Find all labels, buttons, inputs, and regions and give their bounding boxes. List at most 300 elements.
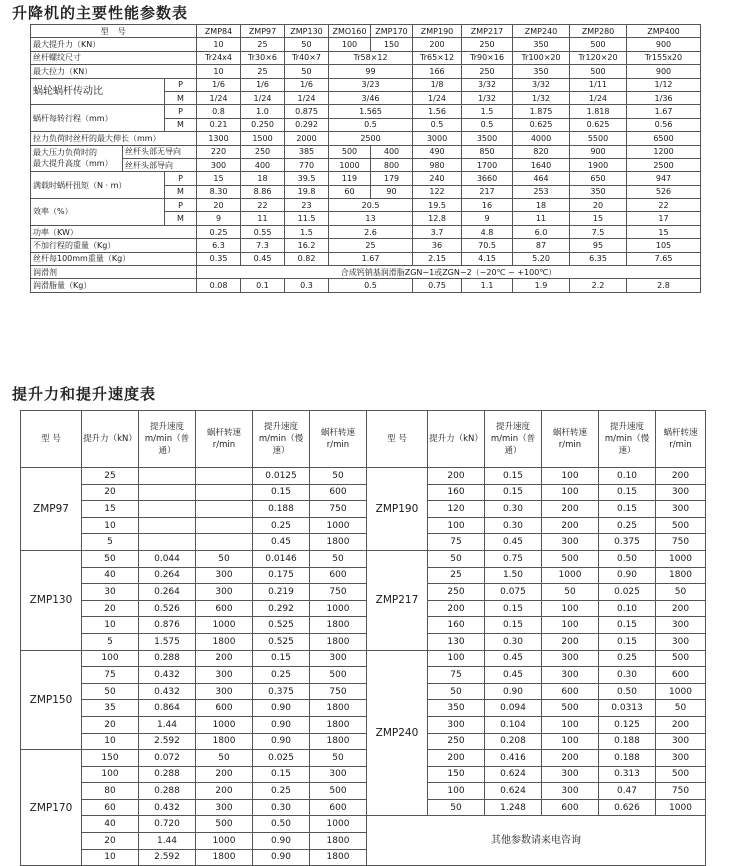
column-header: 提升速度 m/min（慢速） bbox=[599, 411, 656, 468]
row-label: 最大提升力（KN） bbox=[31, 38, 197, 51]
table-cell: 20 bbox=[82, 716, 139, 733]
table-cell: 200 bbox=[196, 766, 253, 783]
table-cell: 50 bbox=[196, 550, 253, 567]
table-cell: 1.818 bbox=[570, 105, 627, 118]
table-cell: 6.0 bbox=[513, 225, 570, 238]
row-sub-label: M bbox=[165, 118, 197, 131]
table1-title: 升降机的主要性能参数表 bbox=[12, 4, 189, 22]
table-cell: 1000 bbox=[310, 517, 367, 534]
table-cell: 0.45 bbox=[485, 534, 542, 551]
table-cell: 0.219 bbox=[253, 584, 310, 601]
table-cell: 20.5 bbox=[329, 199, 413, 212]
table-cell: 7.65 bbox=[627, 252, 701, 265]
model-header: ZMP97 bbox=[241, 25, 285, 38]
table-cell: 39.5 bbox=[285, 172, 329, 185]
table-cell: 200 bbox=[656, 468, 706, 485]
table-cell: 750 bbox=[310, 683, 367, 700]
table-cell: 19.8 bbox=[285, 185, 329, 198]
table-cell: 40 bbox=[82, 567, 139, 584]
table-cell: 90 bbox=[371, 185, 413, 198]
table-cell: 0.624 bbox=[485, 766, 542, 783]
table-cell: 100 bbox=[428, 783, 485, 800]
table-cell: 50 bbox=[428, 683, 485, 700]
column-header: 蜗杆转速 r/min bbox=[310, 411, 367, 468]
table-row bbox=[31, 172, 701, 185]
table-cell: 1/24 bbox=[570, 91, 627, 104]
table-cell: 0.288 bbox=[139, 650, 196, 667]
table-cell: 490 bbox=[413, 145, 462, 158]
model-header: ZMP190 bbox=[413, 25, 462, 38]
table-cell: 5.20 bbox=[513, 252, 570, 265]
table-header: 型 号 bbox=[31, 25, 197, 38]
table-cell: 1800 bbox=[310, 534, 367, 551]
table-row bbox=[31, 199, 701, 212]
header-row bbox=[31, 25, 701, 38]
table-cell: 750 bbox=[656, 534, 706, 551]
table-cell: 75 bbox=[428, 667, 485, 684]
table-cell: Tr90×16 bbox=[462, 51, 513, 64]
table-cell: 0.45 bbox=[253, 534, 310, 551]
model-header: ZMP130 bbox=[285, 25, 329, 38]
table-cell: 3/32 bbox=[462, 78, 513, 91]
table-cell: 0.313 bbox=[599, 766, 656, 783]
table-cell: 500 bbox=[570, 65, 627, 78]
table-cell: 15 bbox=[197, 172, 241, 185]
table-row bbox=[31, 225, 701, 238]
table-row bbox=[21, 667, 706, 684]
table-cell: 150 bbox=[428, 766, 485, 783]
table-cell: 200 bbox=[542, 501, 599, 518]
table-cell: 0.075 bbox=[485, 584, 542, 601]
table-cell: 50 bbox=[310, 750, 367, 767]
table-cell: 10 bbox=[82, 517, 139, 534]
row-sub-label: M bbox=[165, 91, 197, 104]
model-header: ZMP84 bbox=[197, 25, 241, 38]
table-cell: 1300 bbox=[197, 132, 241, 145]
table-row bbox=[21, 584, 706, 601]
table-cell: 50 bbox=[656, 584, 706, 601]
row-label: 最大拉力（KN） bbox=[31, 65, 197, 78]
table-cell: 200 bbox=[428, 600, 485, 617]
table-cell: 0.25 bbox=[253, 517, 310, 534]
table-cell: 18 bbox=[241, 172, 285, 185]
table-cell: 0.75 bbox=[485, 550, 542, 567]
table-cell: 119 bbox=[329, 172, 371, 185]
table-cell: 1000 bbox=[656, 550, 706, 567]
table-cell: 0.876 bbox=[139, 617, 196, 634]
row-label-line: 最大提升高度（mm） bbox=[33, 159, 113, 169]
table-cell: 1000 bbox=[196, 716, 253, 733]
table-cell: 0.025 bbox=[253, 750, 310, 767]
table-cell: 100 bbox=[542, 716, 599, 733]
table-cell: 0.30 bbox=[599, 667, 656, 684]
table-cell: 500 bbox=[570, 38, 627, 51]
table-cell: 0.30 bbox=[253, 799, 310, 816]
table-cell bbox=[196, 468, 253, 485]
table-cell: 0.90 bbox=[253, 716, 310, 733]
table-cell: Tr65×12 bbox=[413, 51, 462, 64]
row-sub-label: P bbox=[165, 78, 197, 91]
table-cell: 100 bbox=[542, 600, 599, 617]
row-sub-label: P bbox=[165, 105, 197, 118]
row-label: 丝杆螺纹尺寸 bbox=[31, 51, 197, 64]
table-cell: 217 bbox=[462, 185, 513, 198]
model-header: ZMP280 bbox=[570, 25, 627, 38]
table-cell: 1000 bbox=[196, 833, 253, 850]
table-cell: 7.3 bbox=[241, 239, 285, 252]
table-row bbox=[21, 716, 706, 733]
table-cell: 3660 bbox=[462, 172, 513, 185]
table-cell: 3/32 bbox=[513, 78, 570, 91]
table-cell: 1640 bbox=[513, 158, 570, 171]
table-cell: 100 bbox=[542, 468, 599, 485]
table-cell: 20 bbox=[82, 484, 139, 501]
row-label: 效率（%） bbox=[31, 199, 165, 226]
table-cell: 0.90 bbox=[253, 733, 310, 750]
table-cell: 200 bbox=[413, 38, 462, 51]
table-cell: 1/11 bbox=[570, 78, 627, 91]
table-cell: 500 bbox=[656, 517, 706, 534]
table-cell: 1500 bbox=[241, 132, 285, 145]
table-cell: 250 bbox=[428, 733, 485, 750]
table-cell: 20 bbox=[82, 600, 139, 617]
table-cell: 1800 bbox=[196, 633, 253, 650]
table-cell: 500 bbox=[196, 816, 253, 833]
table-cell: 50 bbox=[310, 468, 367, 485]
table-cell: 2.15 bbox=[413, 252, 462, 265]
model-name: ZMP170 bbox=[21, 750, 82, 866]
table-cell: 25 bbox=[82, 468, 139, 485]
table-cell: 820 bbox=[513, 145, 570, 158]
table-cell: 350 bbox=[428, 700, 485, 717]
row-label: 蜗杆每转行程（mm） bbox=[31, 105, 165, 132]
table-cell: 300 bbox=[310, 766, 367, 783]
table-row bbox=[21, 517, 706, 534]
model-header: ZMP240 bbox=[513, 25, 570, 38]
column-header: 型 号 bbox=[367, 411, 428, 468]
row-label-line: 最大压力负荷时的 bbox=[33, 148, 97, 158]
table-cell: 2500 bbox=[627, 158, 701, 171]
table-row bbox=[21, 783, 706, 800]
table-cell: 12.8 bbox=[413, 212, 462, 225]
table-cell: 160 bbox=[428, 617, 485, 634]
table-row bbox=[21, 484, 706, 501]
table-cell: 100 bbox=[542, 484, 599, 501]
table-cell: 35 bbox=[82, 700, 139, 717]
table-cell: 0.15 bbox=[599, 501, 656, 518]
table-cell: Tr100×20 bbox=[513, 51, 570, 64]
table-cell: 7.5 bbox=[570, 225, 627, 238]
table-cell: 0.072 bbox=[139, 750, 196, 767]
table-cell: 0.208 bbox=[485, 733, 542, 750]
table-cell: 0.288 bbox=[139, 766, 196, 783]
model-header: ZMP400 bbox=[627, 25, 701, 38]
table-cell: 1.67 bbox=[329, 252, 413, 265]
table-cell: 1200 bbox=[627, 145, 701, 158]
table-cell: 0.292 bbox=[285, 118, 329, 131]
table-cell: 87 bbox=[513, 239, 570, 252]
table-cell: 15 bbox=[570, 212, 627, 225]
table-cell: 1.44 bbox=[139, 716, 196, 733]
column-header: 型 号 bbox=[21, 411, 82, 468]
row-sub-label: 丝杆头部导向 bbox=[123, 158, 197, 171]
table-cell: 100 bbox=[329, 38, 371, 51]
table-cell: 300 bbox=[196, 667, 253, 684]
table-cell: 160 bbox=[428, 484, 485, 501]
table-cell: 10 bbox=[197, 65, 241, 78]
table-cell: 150 bbox=[82, 750, 139, 767]
table-cell: 1.1 bbox=[462, 279, 513, 292]
table-cell: 350 bbox=[570, 185, 627, 198]
table-cell: 0.375 bbox=[599, 534, 656, 551]
table-cell: 0.50 bbox=[253, 816, 310, 833]
table-cell: 200 bbox=[542, 633, 599, 650]
table-cell: 1/12 bbox=[627, 78, 701, 91]
table-cell: 22 bbox=[627, 199, 701, 212]
model-name: ZMP217 bbox=[367, 550, 428, 650]
table-cell: 0.0313 bbox=[599, 700, 656, 717]
table-cell: 0.82 bbox=[285, 252, 329, 265]
table-cell: 122 bbox=[413, 185, 462, 198]
table-cell: 1000 bbox=[310, 600, 367, 617]
table-cell: 1.875 bbox=[513, 105, 570, 118]
table-cell: 11 bbox=[513, 212, 570, 225]
table-cell: 0.15 bbox=[253, 484, 310, 501]
table-cell: 18 bbox=[513, 199, 570, 212]
table-row bbox=[21, 700, 706, 717]
table-cell: 300 bbox=[656, 750, 706, 767]
table-cell: 1800 bbox=[310, 716, 367, 733]
table-cell: 1800 bbox=[310, 633, 367, 650]
table-cell: 19.5 bbox=[413, 199, 462, 212]
table-cell: 0.526 bbox=[139, 600, 196, 617]
table-cell bbox=[139, 517, 196, 534]
table-cell: 30 bbox=[82, 584, 139, 601]
model-name: ZMP240 bbox=[367, 650, 428, 816]
table-cell: 6.35 bbox=[570, 252, 627, 265]
table-cell: 23 bbox=[285, 199, 329, 212]
table-cell: 50 bbox=[285, 38, 329, 51]
row-sub-label: P bbox=[165, 172, 197, 185]
table-cell: 4.8 bbox=[462, 225, 513, 238]
table-cell: Tr58×12 bbox=[329, 51, 413, 64]
contact-note: 其他参数请来电咨询 bbox=[367, 816, 706, 866]
table-cell: 300 bbox=[197, 158, 241, 171]
table-cell: 0.25 bbox=[253, 783, 310, 800]
table-cell: 0.625 bbox=[513, 118, 570, 131]
table-cell: 1.56 bbox=[413, 105, 462, 118]
table-cell: 250 bbox=[462, 65, 513, 78]
table-cell: 60 bbox=[82, 799, 139, 816]
table-row bbox=[21, 567, 706, 584]
table-cell: 50 bbox=[656, 700, 706, 717]
table-cell: 20 bbox=[570, 199, 627, 212]
table-cell: 130 bbox=[428, 633, 485, 650]
table-cell: 100 bbox=[82, 766, 139, 783]
table-cell: 500 bbox=[656, 766, 706, 783]
table-cell: 11 bbox=[241, 212, 285, 225]
table-cell: 120 bbox=[428, 501, 485, 518]
table-cell: 300 bbox=[542, 766, 599, 783]
table-cell: 300 bbox=[196, 683, 253, 700]
table-cell: 200 bbox=[656, 600, 706, 617]
table-cell: 0.15 bbox=[599, 484, 656, 501]
table-cell: 1900 bbox=[570, 158, 627, 171]
table-cell: 300 bbox=[542, 534, 599, 551]
table-cell: 0.264 bbox=[139, 584, 196, 601]
table-cell: 240 bbox=[413, 172, 462, 185]
table-cell: 0.5 bbox=[413, 118, 462, 131]
table-cell: 0.30 bbox=[485, 517, 542, 534]
table-cell: 0.864 bbox=[139, 700, 196, 717]
table-row bbox=[21, 617, 706, 634]
row-label: 润滑剂 bbox=[31, 266, 197, 279]
table-cell: 500 bbox=[310, 783, 367, 800]
table-cell: 2000 bbox=[285, 132, 329, 145]
table-cell: 9 bbox=[462, 212, 513, 225]
table-cell: 0.25 bbox=[197, 225, 241, 238]
table-cell: 25 bbox=[428, 567, 485, 584]
table-cell: 600 bbox=[310, 484, 367, 501]
column-header: 蜗杆转速 r/min bbox=[542, 411, 599, 468]
table-cell: 2.6 bbox=[329, 225, 413, 238]
table-cell: 1/8 bbox=[413, 78, 462, 91]
table-cell: 80 bbox=[82, 783, 139, 800]
table-cell: 0.75 bbox=[413, 279, 462, 292]
table-cell: 1/6 bbox=[197, 78, 241, 91]
table-cell: 0.15 bbox=[485, 617, 542, 634]
table-cell: 2.592 bbox=[139, 733, 196, 750]
table-cell: 0.56 bbox=[627, 118, 701, 131]
table-cell: 8.86 bbox=[241, 185, 285, 198]
table-cell: 4000 bbox=[513, 132, 570, 145]
table-cell: 3/46 bbox=[329, 91, 413, 104]
table-cell: 11.5 bbox=[285, 212, 329, 225]
table-cell: 600 bbox=[196, 700, 253, 717]
table-cell: 250 bbox=[241, 145, 285, 158]
table-cell: 0.25 bbox=[599, 517, 656, 534]
table-cell: 500 bbox=[656, 650, 706, 667]
table-cell: 750 bbox=[310, 584, 367, 601]
table-row bbox=[31, 65, 701, 78]
row-label: 满载时蜗杆扭矩（N · m） bbox=[31, 172, 165, 199]
table-cell: 0.250 bbox=[241, 118, 285, 131]
table-cell: 0.188 bbox=[599, 750, 656, 767]
table-cell: 70.5 bbox=[462, 239, 513, 252]
table-cell: 1000 bbox=[656, 683, 706, 700]
table-cell: 1.248 bbox=[485, 799, 542, 816]
table-cell: 20 bbox=[197, 199, 241, 212]
table-cell: 1/24 bbox=[285, 91, 329, 104]
lubricant-value: 合成钙钠基润滑脂ZGN−1或ZGN−2（−20℃ ~ +100℃） bbox=[197, 266, 701, 279]
model-name: ZMP130 bbox=[21, 550, 82, 650]
table-cell: 10 bbox=[82, 849, 139, 866]
table-cell: 400 bbox=[241, 158, 285, 171]
table-cell: 50 bbox=[82, 550, 139, 567]
table-cell: 25 bbox=[241, 38, 285, 51]
table-cell: 0.432 bbox=[139, 799, 196, 816]
table-cell: 1800 bbox=[310, 833, 367, 850]
table-cell: 385 bbox=[285, 145, 329, 158]
table-cell bbox=[196, 517, 253, 534]
table-cell: 0.175 bbox=[253, 567, 310, 584]
table-cell: 300 bbox=[656, 733, 706, 750]
table-cell: 750 bbox=[656, 783, 706, 800]
table-cell: 1800 bbox=[310, 849, 367, 866]
table-row bbox=[21, 733, 706, 750]
table-cell: 0.90 bbox=[485, 683, 542, 700]
table-cell: 900 bbox=[627, 38, 701, 51]
table-cell: 36 bbox=[413, 239, 462, 252]
table-cell bbox=[139, 468, 196, 485]
table-cell: 100 bbox=[428, 517, 485, 534]
table-cell: 300 bbox=[656, 501, 706, 518]
table-row bbox=[31, 158, 701, 171]
table-cell: 0.125 bbox=[599, 716, 656, 733]
column-header: 蜗杆转速 r/min bbox=[196, 411, 253, 468]
table-row bbox=[31, 279, 701, 292]
table-row bbox=[21, 534, 706, 551]
model-header: ZMP170 bbox=[371, 25, 413, 38]
table-cell: 99 bbox=[329, 65, 413, 78]
table-cell: 300 bbox=[542, 783, 599, 800]
table-cell: 600 bbox=[542, 683, 599, 700]
table-cell: 95 bbox=[570, 239, 627, 252]
table-cell: 1800 bbox=[196, 849, 253, 866]
table-cell: 0.292 bbox=[253, 600, 310, 617]
table-cell: 600 bbox=[310, 567, 367, 584]
table-cell: 464 bbox=[513, 172, 570, 185]
table-cell: 1.575 bbox=[139, 633, 196, 650]
table-cell: 300 bbox=[196, 584, 253, 601]
row-sub-label: 丝杆头部无导向 bbox=[123, 145, 197, 158]
table-cell: 0.90 bbox=[253, 833, 310, 850]
table-cell: 16.2 bbox=[285, 239, 329, 252]
table-cell: 50 bbox=[82, 683, 139, 700]
table-cell: 0.50 bbox=[599, 683, 656, 700]
table-cell: 300 bbox=[196, 567, 253, 584]
table-cell: 1/6 bbox=[241, 78, 285, 91]
table-cell: 0.35 bbox=[197, 252, 241, 265]
table-cell: 50 bbox=[285, 65, 329, 78]
table-cell: 253 bbox=[513, 185, 570, 198]
table-cell: 0.525 bbox=[253, 617, 310, 634]
table-cell: 0.90 bbox=[253, 849, 310, 866]
table-cell: 0.288 bbox=[139, 783, 196, 800]
table-cell: 300 bbox=[310, 650, 367, 667]
column-header: 提升力（kN） bbox=[428, 411, 485, 468]
table-cell: 0.10 bbox=[599, 468, 656, 485]
table-cell: 0.625 bbox=[570, 118, 627, 131]
table-cell bbox=[196, 534, 253, 551]
table-cell: 800 bbox=[371, 158, 413, 171]
column-header: 提升速度 m/min（普通） bbox=[485, 411, 542, 468]
table-cell bbox=[139, 534, 196, 551]
table-row bbox=[21, 468, 706, 485]
table-cell: 300 bbox=[656, 484, 706, 501]
table-cell: 0.21 bbox=[197, 118, 241, 131]
table-cell: 0.30 bbox=[485, 633, 542, 650]
table-cell: 1.0 bbox=[241, 105, 285, 118]
table-row bbox=[31, 252, 701, 265]
table-cell: 350 bbox=[513, 38, 570, 51]
table-cell: 0.15 bbox=[253, 650, 310, 667]
table-cell: 17 bbox=[627, 212, 701, 225]
table-cell: 0.3 bbox=[285, 279, 329, 292]
table-cell: 20 bbox=[82, 833, 139, 850]
table-cell: 0.30 bbox=[485, 501, 542, 518]
table-cell: 300 bbox=[428, 716, 485, 733]
